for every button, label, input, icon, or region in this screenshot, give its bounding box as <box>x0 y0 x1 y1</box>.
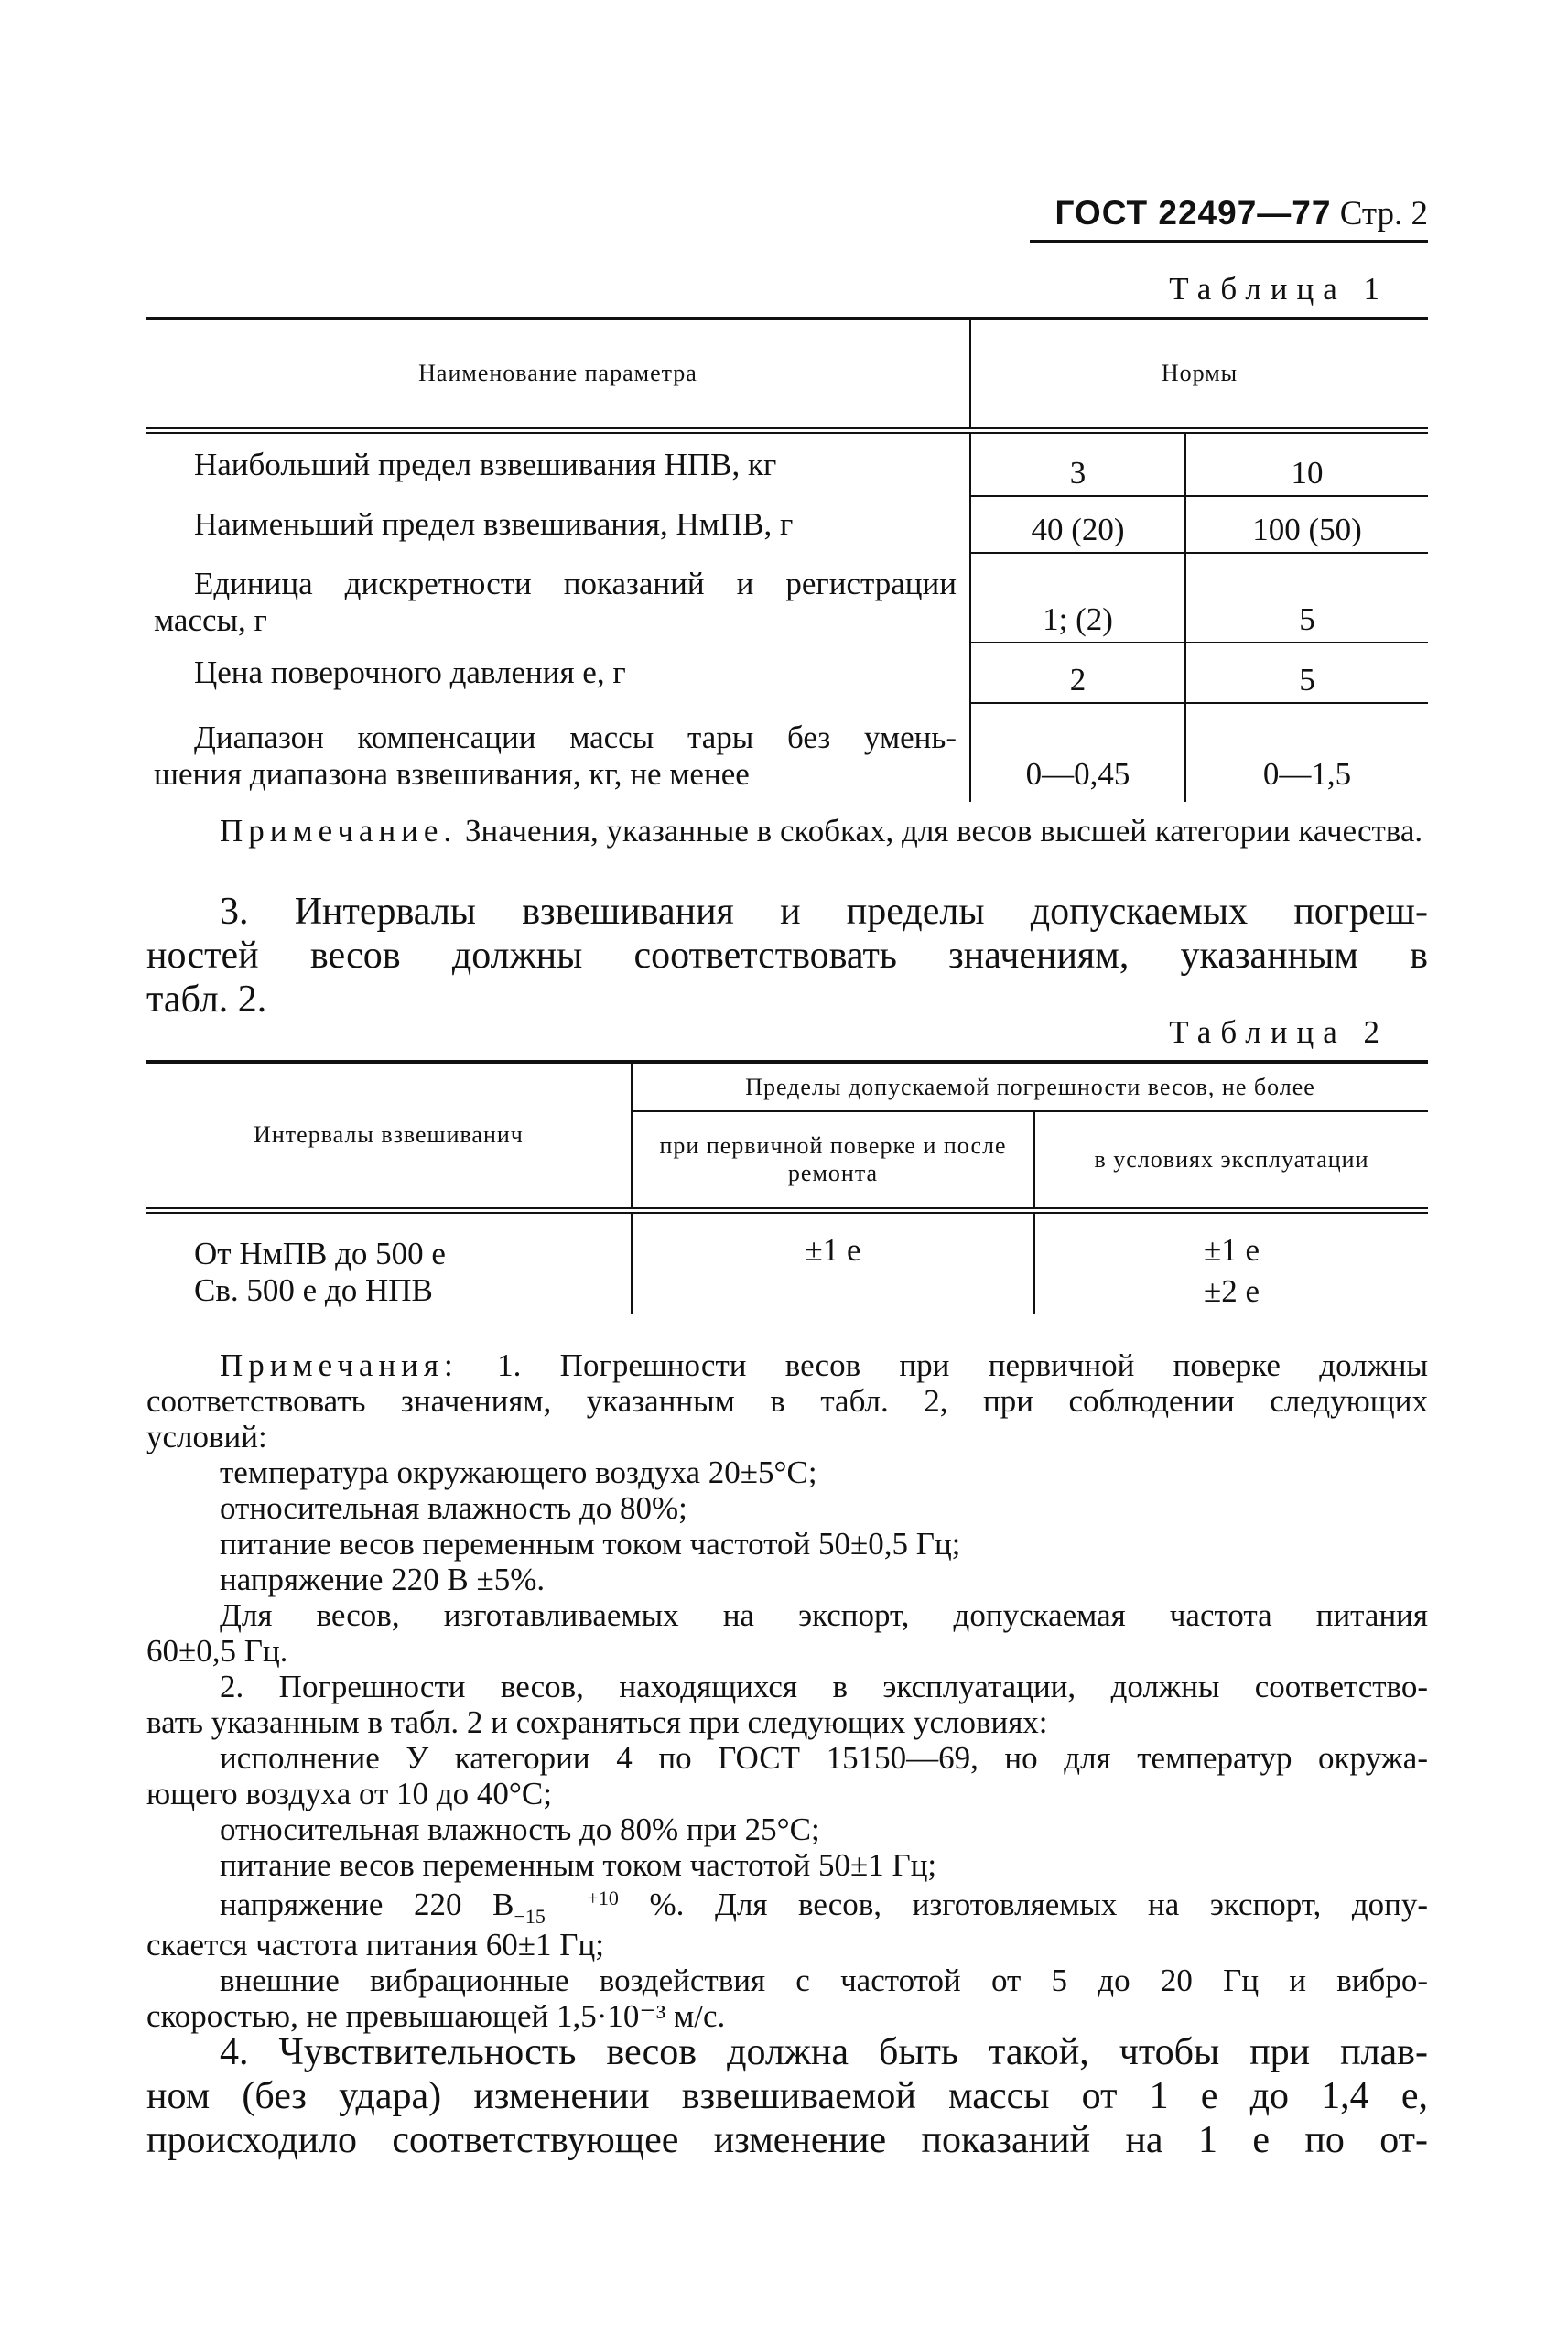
table1-col-param: Наименование параметра <box>418 360 697 387</box>
table1-note <box>146 813 1428 849</box>
table-row: Наибольший предел взвешивания НПВ, кг 3 10 <box>146 430 1428 496</box>
table2-caption: Таблица 2 <box>1169 1014 1389 1050</box>
section-4: 4. Чувствительность весов должна быть такой, чтобы при плав- ном (без удара) изменении взвешиваемой массы от 1 e до 1,4 e, происходило соответствующее изменение показаний на 1 e по от- <box>146 2031 1428 2161</box>
section-3: 3. Интервалы взвешивания и пределы допускаемых погреш- ностей весов должны соответствовать значениям, указанным в табл. 2. <box>146 891 1428 1021</box>
table-row: Св. 500 e до НПВ ±2 e <box>146 1272 1428 1314</box>
table1-caption: Таблица 1 <box>1169 271 1389 307</box>
table-row: Диапазон компенсации массы тары без умень- шения диапазона взвешивания, кг, не менее 0—0,45 0—1,5 <box>146 703 1428 802</box>
table2 <box>146 1060 1428 1314</box>
table1-col-norms: Нормы <box>970 319 1428 430</box>
notes-block: Примечания: 1. Погрешности весов при первичной поверке должны соответствовать значениям, указанным в табл. 2, при соблюдении следующих условий: температура окружающего воздуха 20±5°С; относительная влажность до 80%; питание весов переменным током частотой 50±0,5 Гц; напряжение 220 В ±5%. Для весов, изготавливаемых на экспорт, допускаемая частота питания 60±0,5 Гц. 2. Погрешности весов, находящихся в эксплуатации, должны соответство- вать указанным в табл. 2 и сохраняться при следующих условиях: исполнение У категории 4 по ГОСТ 15150—69, но для температур окружа- ющего воздуха от 10 до 40°С; относительная влажность до 80% при 25°С; питание весов переменным током частотой 50±1 Гц; напряжение 220 В +10 −15 %. Для весов, изготовляемых на экспорт, допу- скается частота питания 60±1 Гц; внешние вибрационные воздействия с частотой от 5 до 20 Гц и вибро- скоростью, не превышающей 1,5·10⁻³ м/с. <box>146 1347 1429 2034</box>
table2-col-operation: в условиях эксплуатации <box>1034 1111 1428 1210</box>
table-row: Цена поверочного давления e, г 2 5 <box>146 643 1428 703</box>
table-row: Единица дискретности показаний и регистрации массы, г 1; (2) 5 <box>146 553 1428 643</box>
standard-number: ГОСТ 22497—77 <box>1054 194 1332 232</box>
page-header <box>1030 194 1428 233</box>
notes-label: Примечания: <box>220 1347 459 1383</box>
tolerance-sup-sub: +10 −15 <box>514 1886 619 1928</box>
table2-col-primary: при первичной поверке и после ремонта <box>632 1111 1034 1210</box>
note-label: Примечание. <box>220 813 458 849</box>
table-row: От НмПВ до 500 e ±1 e ±1 e <box>146 1210 1428 1272</box>
table2-col-intervals: Интервалы взвешиванич <box>146 1062 632 1210</box>
table1 <box>146 317 1428 802</box>
table2-col-limits: Пределы допускаемой погрешности весов, не более <box>632 1062 1428 1111</box>
page-number: Стр. 2 <box>1339 195 1428 232</box>
table-row: Наименьший предел взвешивания, НмПВ, г 40 (20) 100 (50) <box>146 496 1428 553</box>
note-text: Значения, указанные в скобках, для весов высшей категории качества. <box>464 813 1423 849</box>
header-rule <box>1030 240 1428 243</box>
